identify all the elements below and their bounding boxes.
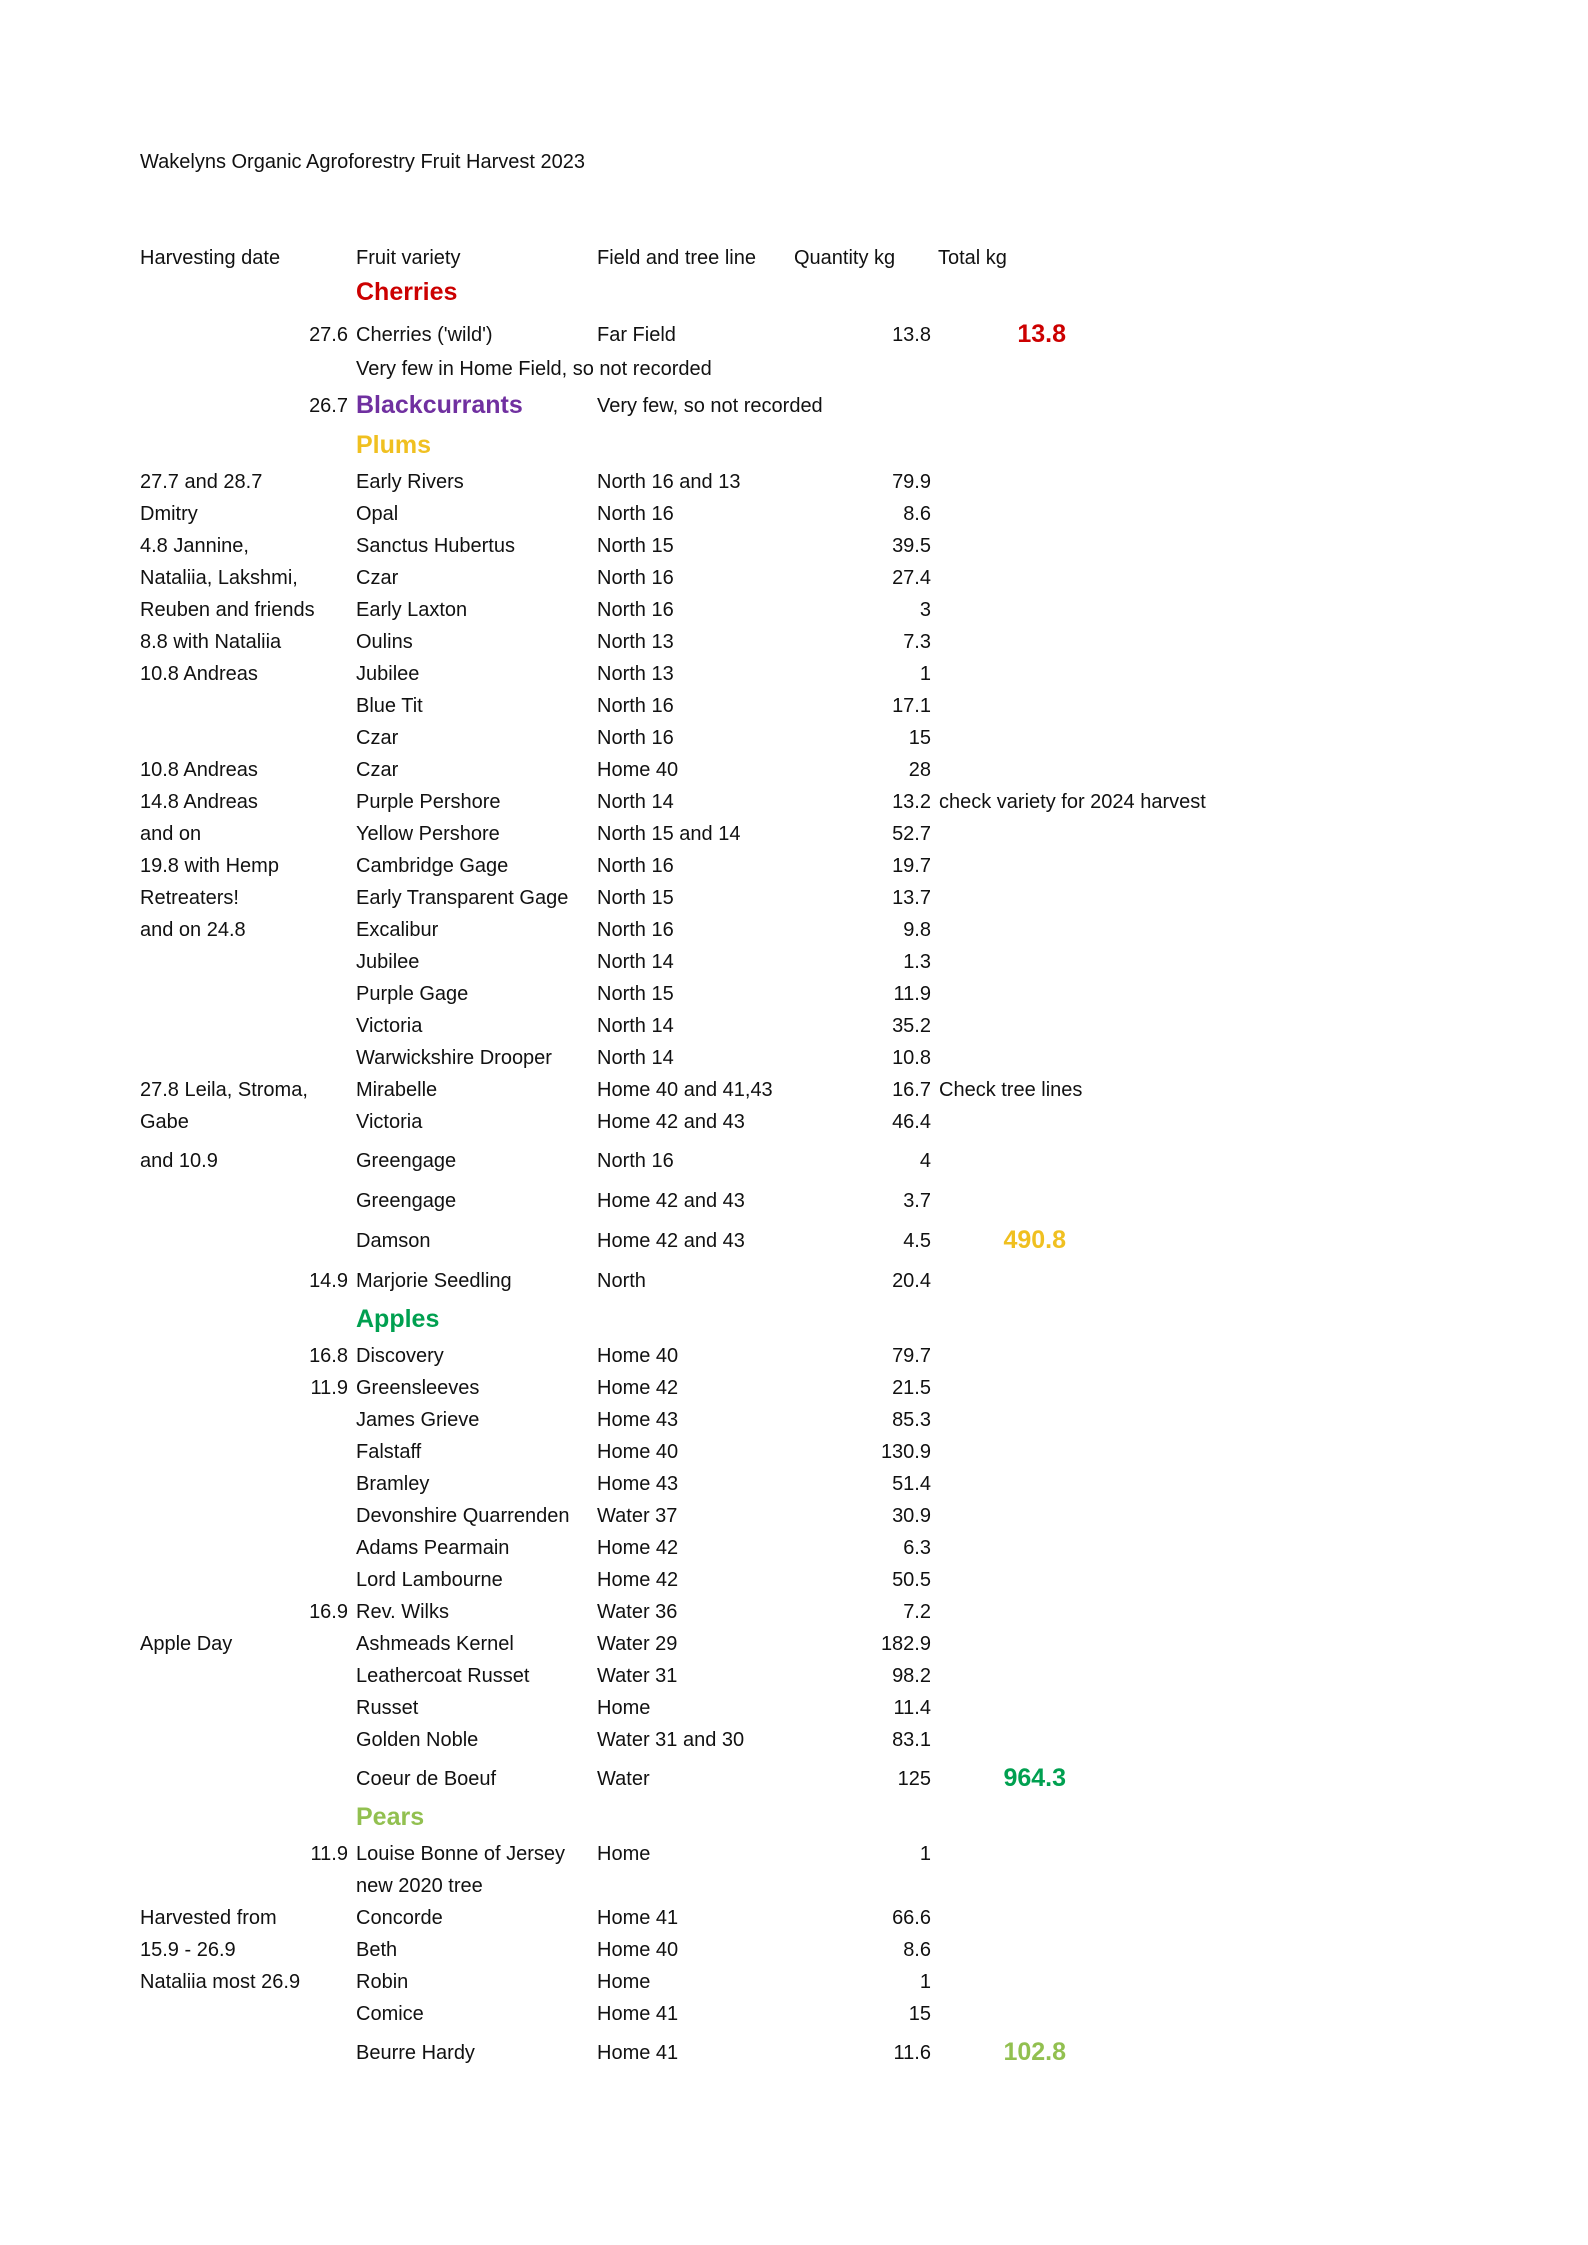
field-tree-line: Home 40 (597, 1441, 679, 1463)
quantity-kg: 11.6 (893, 2042, 931, 2064)
field-tree-line: Home 41 (597, 1907, 679, 1929)
harvest-date: and on 24.8 (140, 919, 246, 941)
field-tree-line: North 14 (597, 1047, 674, 1069)
total-kg: 490.8 (1003, 1226, 1066, 1254)
fruit-variety: Sanctus Hubertus (356, 535, 515, 557)
header-field-tree-line: Field and tree line (597, 247, 756, 269)
quantity-kg: 3 (919, 599, 931, 621)
fruit-variety: Oulins (356, 631, 413, 653)
harvest-date: and on (140, 823, 202, 845)
page-title: Wakelyns Organic Agroforestry Fruit Harvest 2023 (140, 151, 585, 173)
quantity-kg: 6.3 (903, 1537, 931, 1559)
note: check variety for 2024 harvest (939, 791, 1206, 813)
quantity-kg: 85.3 (892, 1409, 931, 1431)
quantity-kg: 1 (919, 1971, 931, 1993)
fruit-variety: Ashmeads Kernel (356, 1633, 514, 1655)
quantity-kg: 27.4 (892, 567, 931, 589)
harvest-date: 14.9 (309, 1270, 348, 1292)
field-tree-line: Home 43 (597, 1473, 679, 1495)
quantity-kg: 1 (919, 1843, 931, 1865)
harvest-date: Gabe (140, 1111, 189, 1133)
note: Check tree lines (939, 1079, 1083, 1101)
harvest-date: Reuben and friends (140, 599, 315, 621)
fruit-variety: Czar (356, 567, 399, 589)
field-tree-line: Home (597, 1843, 651, 1865)
quantity-kg: 98.2 (892, 1665, 931, 1687)
field-tree-line: Home 42 and 43 (597, 1190, 745, 1212)
field-tree-line: North 16 (597, 855, 674, 877)
fruit-variety: Comice (356, 2003, 424, 2025)
quantity-kg: 19.7 (892, 855, 931, 877)
fruit-variety: Lord Lambourne (356, 1569, 503, 1591)
quantity-kg: 130.9 (880, 1441, 931, 1463)
field-tree-line: North 13 (597, 663, 674, 685)
field-tree-line: Home (597, 1697, 651, 1719)
field-tree-line: North 16 (597, 727, 674, 749)
field-tree-line: North 15 (597, 535, 674, 557)
category-apples: Apples (356, 1305, 440, 1333)
category-pears: Pears (356, 1803, 425, 1831)
fruit-variety: Adams Pearmain (356, 1537, 510, 1559)
field-tree-line: Home 42 (597, 1569, 679, 1591)
fruit-variety: Victoria (356, 1015, 423, 1037)
category-cherries: Cherries (356, 278, 458, 306)
harvest-date: 11.9 (310, 1377, 348, 1399)
harvest-date: 15.9 - 26.9 (140, 1939, 236, 1961)
quantity-kg: 15 (908, 727, 931, 749)
quantity-kg: 79.7 (892, 1345, 931, 1367)
field-tree-line: North 16 (597, 1150, 674, 1172)
field-tree-line: Home 40 (597, 759, 679, 781)
quantity-kg: 4 (919, 1150, 931, 1172)
field-tree-line: Water 37 (597, 1505, 678, 1527)
fruit-variety: Damson (356, 1230, 431, 1252)
harvest-date: 27.7 and 28.7 (140, 471, 263, 493)
harvest-date: 19.8 with Hemp (140, 855, 279, 877)
fruit-variety: James Grieve (356, 1409, 480, 1431)
fruit-variety: Marjorie Seedling (356, 1270, 512, 1292)
field-tree-line: Home 43 (597, 1409, 679, 1431)
field-tree-line: Water (597, 1768, 650, 1790)
fruit-variety: Mirabelle (356, 1079, 438, 1101)
field-tree-line: Home 40 (597, 1939, 679, 1961)
field-tree-line: North 16 (597, 567, 674, 589)
quantity-kg: 30.9 (892, 1505, 931, 1527)
field-tree-line: Home 42 (597, 1377, 679, 1399)
quantity-kg: 51.4 (892, 1473, 931, 1495)
field-tree-line: North 13 (597, 631, 674, 653)
field-tree-line: Water 31 (597, 1665, 678, 1687)
fruit-variety: Bramley (356, 1473, 430, 1495)
fruit-variety: Very few in Home Field, so not recorded (356, 358, 712, 380)
harvest-date: 16.9 (309, 1601, 348, 1623)
harvest-date: 4.8 Jannine, (140, 535, 249, 557)
category-blackcurrants: Blackcurrants (356, 391, 523, 419)
field-tree-line: Water 36 (597, 1601, 678, 1623)
field-tree-line: Home (597, 1971, 651, 1993)
field-tree-line: North 16 (597, 599, 674, 621)
quantity-kg: 11.4 (893, 1697, 931, 1719)
harvest-date: 11.9 (310, 1843, 348, 1865)
quantity-kg: 13.8 (892, 324, 931, 346)
quantity-kg: 13.7 (892, 887, 931, 909)
field-tree-line: North 15 (597, 887, 674, 909)
fruit-variety: Jubilee (356, 663, 420, 685)
quantity-kg: 46.4 (892, 1111, 931, 1133)
quantity-kg: 13.2 (892, 791, 931, 813)
field-tree-line: Home 40 and 41,43 (597, 1079, 773, 1101)
field-tree-line: Water 29 (597, 1633, 678, 1655)
field-tree-line: Water 31 and 30 (597, 1729, 745, 1751)
fruit-variety: Beth (356, 1939, 398, 1961)
total-kg: 13.8 (1017, 320, 1066, 348)
fruit-variety: Czar (356, 759, 399, 781)
quantity-kg: 79.9 (892, 471, 931, 493)
quantity-kg: 16.7 (892, 1079, 931, 1101)
total-kg: 964.3 (1003, 1764, 1066, 1792)
field-tree-line: North 16 (597, 503, 674, 525)
fruit-variety: Greengage (356, 1190, 457, 1212)
fruit-variety: Discovery (356, 1345, 444, 1367)
field-tree-line: Home 40 (597, 1345, 679, 1367)
quantity-kg: 15 (908, 2003, 931, 2025)
quantity-kg: 28 (908, 759, 931, 781)
harvest-date: Nataliia most 26.9 (140, 1971, 301, 1993)
header-quantity-kg: Quantity kg (794, 247, 896, 269)
field-tree-line: North 14 (597, 791, 674, 813)
harvest-date: 27.6 (309, 324, 348, 346)
harvest-date: Retreaters! (140, 887, 239, 909)
quantity-kg: 8.6 (903, 1939, 931, 1961)
harvest-date: 26.7 (309, 395, 348, 417)
header-total-kg: Total kg (938, 247, 1007, 269)
fruit-variety: Purple Gage (356, 983, 469, 1005)
fruit-variety: Opal (356, 503, 399, 525)
harvest-date: Apple Day (140, 1633, 233, 1655)
fruit-variety: Greensleeves (356, 1377, 480, 1399)
field-tree-line: Home 42 and 43 (597, 1111, 745, 1133)
field-tree-line: North 15 and 14 (597, 823, 741, 845)
quantity-kg: 182.9 (880, 1633, 931, 1655)
fruit-variety: Falstaff (356, 1441, 422, 1463)
harvest-date: Dmitry (140, 503, 198, 525)
category-plums: Plums (356, 431, 432, 459)
quantity-kg: 52.7 (892, 823, 931, 845)
field-tree-line: North 14 (597, 951, 674, 973)
harvest-date: 16.8 (309, 1345, 348, 1367)
quantity-kg: 21.5 (892, 1377, 931, 1399)
harvest-date: 10.8 Andreas (140, 663, 258, 685)
field-tree-line: North (597, 1270, 646, 1292)
field-tree-line: Home 41 (597, 2003, 679, 2025)
fruit-variety: Cherries ('wild') (356, 324, 493, 346)
fruit-variety: Cambridge Gage (356, 855, 509, 877)
field-tree-line: North 16 and 13 (597, 471, 741, 493)
quantity-kg: 50.5 (892, 1569, 931, 1591)
field-tree-line: Home 42 and 43 (597, 1230, 745, 1252)
fruit-variety: Early Transparent Gage (356, 887, 569, 909)
fruit-variety: Victoria (356, 1111, 423, 1133)
quantity-kg: 1.3 (903, 951, 931, 973)
fruit-variety: Excalibur (356, 919, 439, 941)
harvest-date: Nataliia, Lakshmi, (140, 567, 298, 589)
quantity-kg: 83.1 (892, 1729, 931, 1751)
quantity-kg: 66.6 (892, 1907, 931, 1929)
quantity-kg: 11.9 (893, 983, 931, 1005)
total-kg: 102.8 (1003, 2038, 1066, 2066)
quantity-kg: 10.8 (892, 1047, 931, 1069)
fruit-variety: Concorde (356, 1907, 443, 1929)
quantity-kg: 9.8 (903, 919, 931, 941)
field-tree-line: Home 41 (597, 2042, 679, 2064)
fruit-variety: Jubilee (356, 951, 420, 973)
fruit-variety: Greengage (356, 1150, 457, 1172)
quantity-kg: 17.1 (892, 695, 931, 717)
harvest-date: 8.8 with Nataliia (140, 631, 282, 653)
fruit-variety: Robin (356, 1971, 409, 1993)
quantity-kg: 8.6 (903, 503, 931, 525)
quantity-kg: 7.2 (903, 1601, 931, 1623)
fruit-variety: Louise Bonne of Jersey (356, 1843, 566, 1865)
field-tree-line: Very few, so not recorded (597, 395, 823, 417)
harvest-date: 27.8 Leila, Stroma, (140, 1079, 308, 1101)
fruit-variety: Purple Pershore (356, 791, 501, 813)
harvest-date: 14.8 Andreas (140, 791, 258, 813)
field-tree-line: North 16 (597, 695, 674, 717)
field-tree-line: North 16 (597, 919, 674, 941)
fruit-variety: Early Rivers (356, 471, 464, 493)
quantity-kg: 3.7 (903, 1190, 931, 1212)
harvest-date: 10.8 Andreas (140, 759, 258, 781)
field-tree-line: North 15 (597, 983, 674, 1005)
fruit-variety: Early Laxton (356, 599, 468, 621)
fruit-variety: Leathercoat Russet (356, 1665, 530, 1687)
fruit-variety: Coeur de Boeuf (356, 1768, 497, 1790)
quantity-kg: 39.5 (892, 535, 931, 557)
fruit-variety: Beurre Hardy (356, 2042, 475, 2064)
quantity-kg: 20.4 (892, 1270, 931, 1292)
fruit-variety: Rev. Wilks (356, 1601, 449, 1623)
header-harvesting-date: Harvesting date (140, 247, 281, 269)
field-tree-line: Far Field (597, 324, 676, 346)
header-fruit-variety: Fruit variety (356, 247, 461, 269)
quantity-kg: 7.3 (903, 631, 931, 653)
quantity-kg: 125 (897, 1768, 931, 1790)
fruit-variety: Warwickshire Drooper (356, 1047, 552, 1069)
harvest-date: Harvested from (140, 1907, 277, 1929)
fruit-variety: Devonshire Quarrenden (356, 1505, 570, 1527)
field-tree-line: North 14 (597, 1015, 674, 1037)
fruit-variety: Russet (356, 1697, 419, 1719)
fruit-variety: Yellow Pershore (356, 823, 500, 845)
fruit-variety: Golden Noble (356, 1729, 479, 1751)
quantity-kg: 1 (919, 663, 931, 685)
fruit-variety: Czar (356, 727, 399, 749)
harvest-date: and 10.9 (140, 1150, 218, 1172)
fruit-variety: new 2020 tree (356, 1875, 483, 1897)
quantity-kg: 35.2 (892, 1015, 931, 1037)
field-tree-line: Home 42 (597, 1537, 679, 1559)
fruit-variety: Blue Tit (356, 695, 423, 717)
quantity-kg: 4.5 (903, 1230, 931, 1252)
